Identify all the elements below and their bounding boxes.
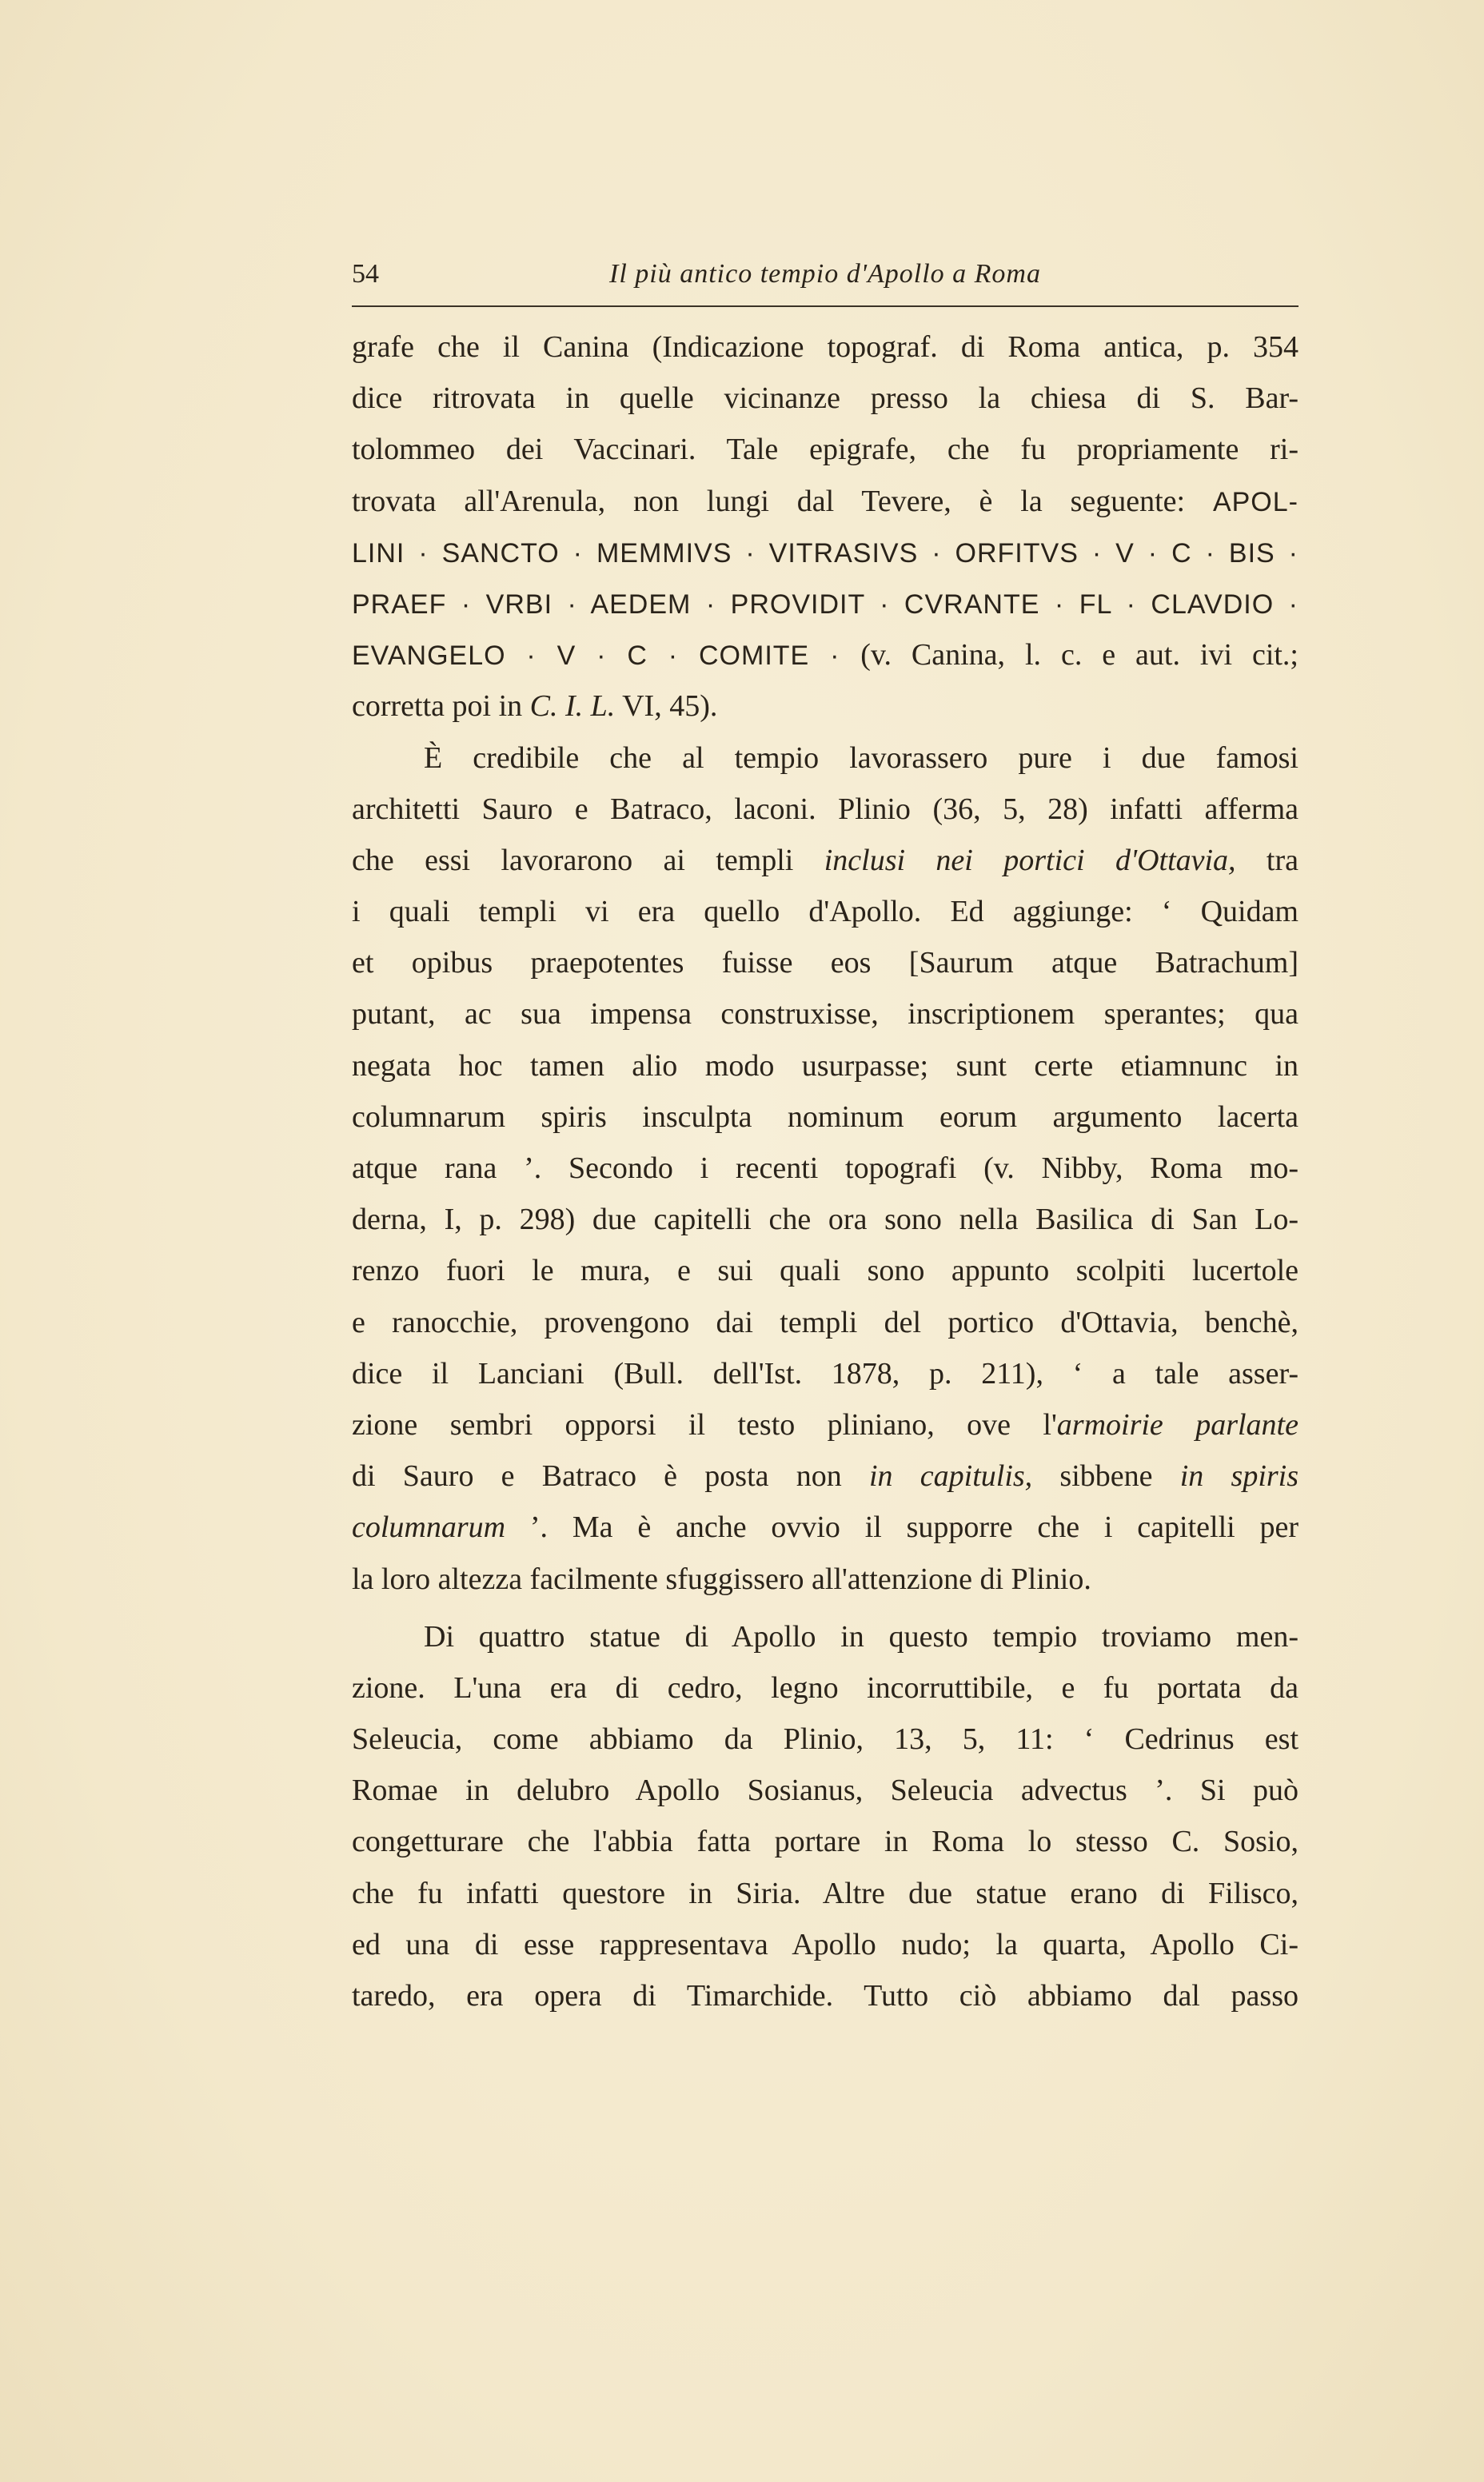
text-line — [352, 1765, 1298, 1816]
text-line — [352, 1662, 1298, 1714]
text-line — [352, 937, 1298, 988]
text-segment: congetturare che l'abbia fatta portare in Roma lo stesso C. Sosio, — [352, 1825, 1298, 1859]
italic-text: columnarum — [352, 1510, 506, 1545]
text-line — [352, 1611, 1298, 1662]
text-line — [352, 1714, 1298, 1765]
text-line — [352, 784, 1298, 835]
text-line — [352, 629, 1298, 680]
text-line — [352, 373, 1298, 424]
text-segment: zione sembri opporsi il testo pliniano, ove l' — [352, 1407, 1057, 1442]
text-segment: che essi lavorarono ai templi — [352, 843, 824, 877]
text-segment: putant, ac sua impensa construxisse, inscriptionem sperantes; qua — [352, 997, 1298, 1032]
text-segment: renzo fuori le mura, e sui quali sono appunto scolpiti lucertole — [352, 1254, 1298, 1288]
text-line — [352, 321, 1298, 373]
text-segment: columnarum spiris insculpta nominum eorum argumento lacerta — [352, 1099, 1298, 1134]
text-segment: et opibus praepotentes fuisse eos [Saurum atque Batrachum] — [352, 946, 1298, 980]
text-line — [352, 1816, 1298, 1867]
text-line — [352, 476, 1298, 527]
text-line — [352, 1245, 1298, 1296]
text-line — [352, 1970, 1298, 2021]
text-line — [352, 1040, 1298, 1091]
text-segment: corretta poi in — [352, 689, 530, 724]
italic-text: inclusi nei portici d'Ottavia, — [824, 843, 1236, 877]
text-line — [352, 1502, 1298, 1553]
inscription-text: LINI · SANCTO · MEMMIVS · VITRASIVS · ORFITVS · V · C · BIS · — [352, 537, 1298, 569]
inscription-text: APOL- — [1212, 486, 1298, 517]
running-title: Il più antico tempio d'Apollo a Roma — [609, 259, 1041, 289]
text-line — [352, 835, 1298, 886]
text-segment: tra — [1235, 843, 1298, 877]
text-segment: ’. Ma è anche ovvio il supporre che i capitelli per — [505, 1510, 1298, 1545]
text-segment: dice ritrovata in quelle vicinanze presso la chiesa di S. Bar- — [352, 381, 1298, 416]
text-segment: e ranocchie, provengono dai templi del portico d'Ottavia, benchè, — [352, 1305, 1298, 1339]
text-segment: sibbene — [1032, 1459, 1180, 1494]
text-segment: Romae in delubro Apollo Sosianus, Seleucia advectus ’. Si può — [352, 1774, 1298, 1808]
inscription-text: EVANGELO · V · C · COMITE · — [352, 640, 861, 672]
body-text — [352, 321, 1298, 2021]
text-line — [352, 1143, 1298, 1194]
inscription-text: PRAEF · VRBI · AEDEM · PROVIDIT · CVRANTE · FL · CLAVDIO · — [352, 589, 1298, 620]
text-segment: derna, I, p. 298) due capitelli che ora sono nella Basilica di San Lo- — [352, 1203, 1298, 1237]
text-segment: che fu infatti questore in Siria. Altre due statue erano di Filisco, — [352, 1876, 1298, 1910]
text-line — [352, 424, 1298, 475]
text-segment: (v. Canina, l. c. e aut. ivi cit.; — [860, 638, 1298, 672]
text-segment: taredo, era opera di Timarchide. Tutto ciò abbiamo dal passo — [352, 1979, 1298, 2013]
text-line — [352, 1194, 1298, 1245]
text-line — [352, 1450, 1298, 1502]
text-segment: tolommeo dei Vaccinari. Tale epigrafe, che fu propriamente ri- — [352, 433, 1298, 467]
text-line — [352, 1919, 1298, 1970]
text-segment: trovata all'Arenula, non lungi dal Tevere, è la seguente: — [352, 484, 1213, 518]
text-segment: la loro altezza facilmente sfuggissero all'attenzione di Plinio. — [352, 1562, 1091, 1596]
text-segment: VI, 45). — [615, 689, 718, 724]
italic-text: in spiris — [1179, 1459, 1298, 1494]
italic-text: armoirie parlante — [1056, 1407, 1298, 1442]
text-segment: atque rana ’. Secondo i recenti topografi (v. Nibby, Roma mo- — [352, 1151, 1298, 1185]
italic-text: in capitulis, — [868, 1459, 1033, 1494]
page-number: 54 — [352, 259, 379, 289]
text-line — [352, 527, 1298, 578]
text-line — [352, 732, 1298, 784]
text-line — [352, 1297, 1298, 1348]
text-line — [352, 1554, 1298, 1605]
text-line — [352, 988, 1298, 1039]
text-segment: negata hoc tamen alio modo usurpasse; sunt certe etiamnunc in — [352, 1048, 1298, 1083]
text-line — [352, 1399, 1298, 1450]
text-segment: di Sauro e Batraco è posta non — [352, 1459, 869, 1494]
text-line — [352, 1348, 1298, 1399]
text-line — [352, 680, 1298, 732]
text-segment: grafe che il Canina (Indicazione topograf. di Roma antica, p. 354 — [352, 330, 1298, 364]
text-segment: i quali templi vi era quello d'Apollo. Ed aggiunge: ‘ Quidam — [352, 895, 1298, 929]
italic-text: C. I. L. — [529, 689, 616, 724]
text-segment: dice il Lanciani (Bull. dell'Ist. 1878, p. 211), ‘ a tale asser- — [352, 1356, 1298, 1391]
page-header — [352, 254, 1298, 294]
text-segment: ed una di esse rappresentava Apollo nudo; la quarta, Apollo Ci- — [352, 1927, 1298, 1961]
text-segment: architetti Sauro e Batraco, laconi. Plinio (36, 5, 28) infatti afferma — [352, 792, 1298, 826]
text-line — [352, 578, 1298, 629]
text-line — [352, 886, 1298, 937]
text-segment: zione. L'una era di cedro, legno incorruttibile, e fu portata da — [352, 1670, 1298, 1705]
text-segment: Di quattro statue di Apollo in questo tempio troviamo men- — [424, 1619, 1298, 1654]
text-segment: È credibile che al tempio lavorassero pure i due famosi — [424, 740, 1298, 775]
text-segment: Seleucia, come abbiamo da Plinio, 13, 5, 11: ‘ Cedrinus est — [352, 1722, 1298, 1757]
header-rule — [352, 305, 1298, 307]
text-line — [352, 1091, 1298, 1143]
text-line — [352, 1868, 1298, 1919]
